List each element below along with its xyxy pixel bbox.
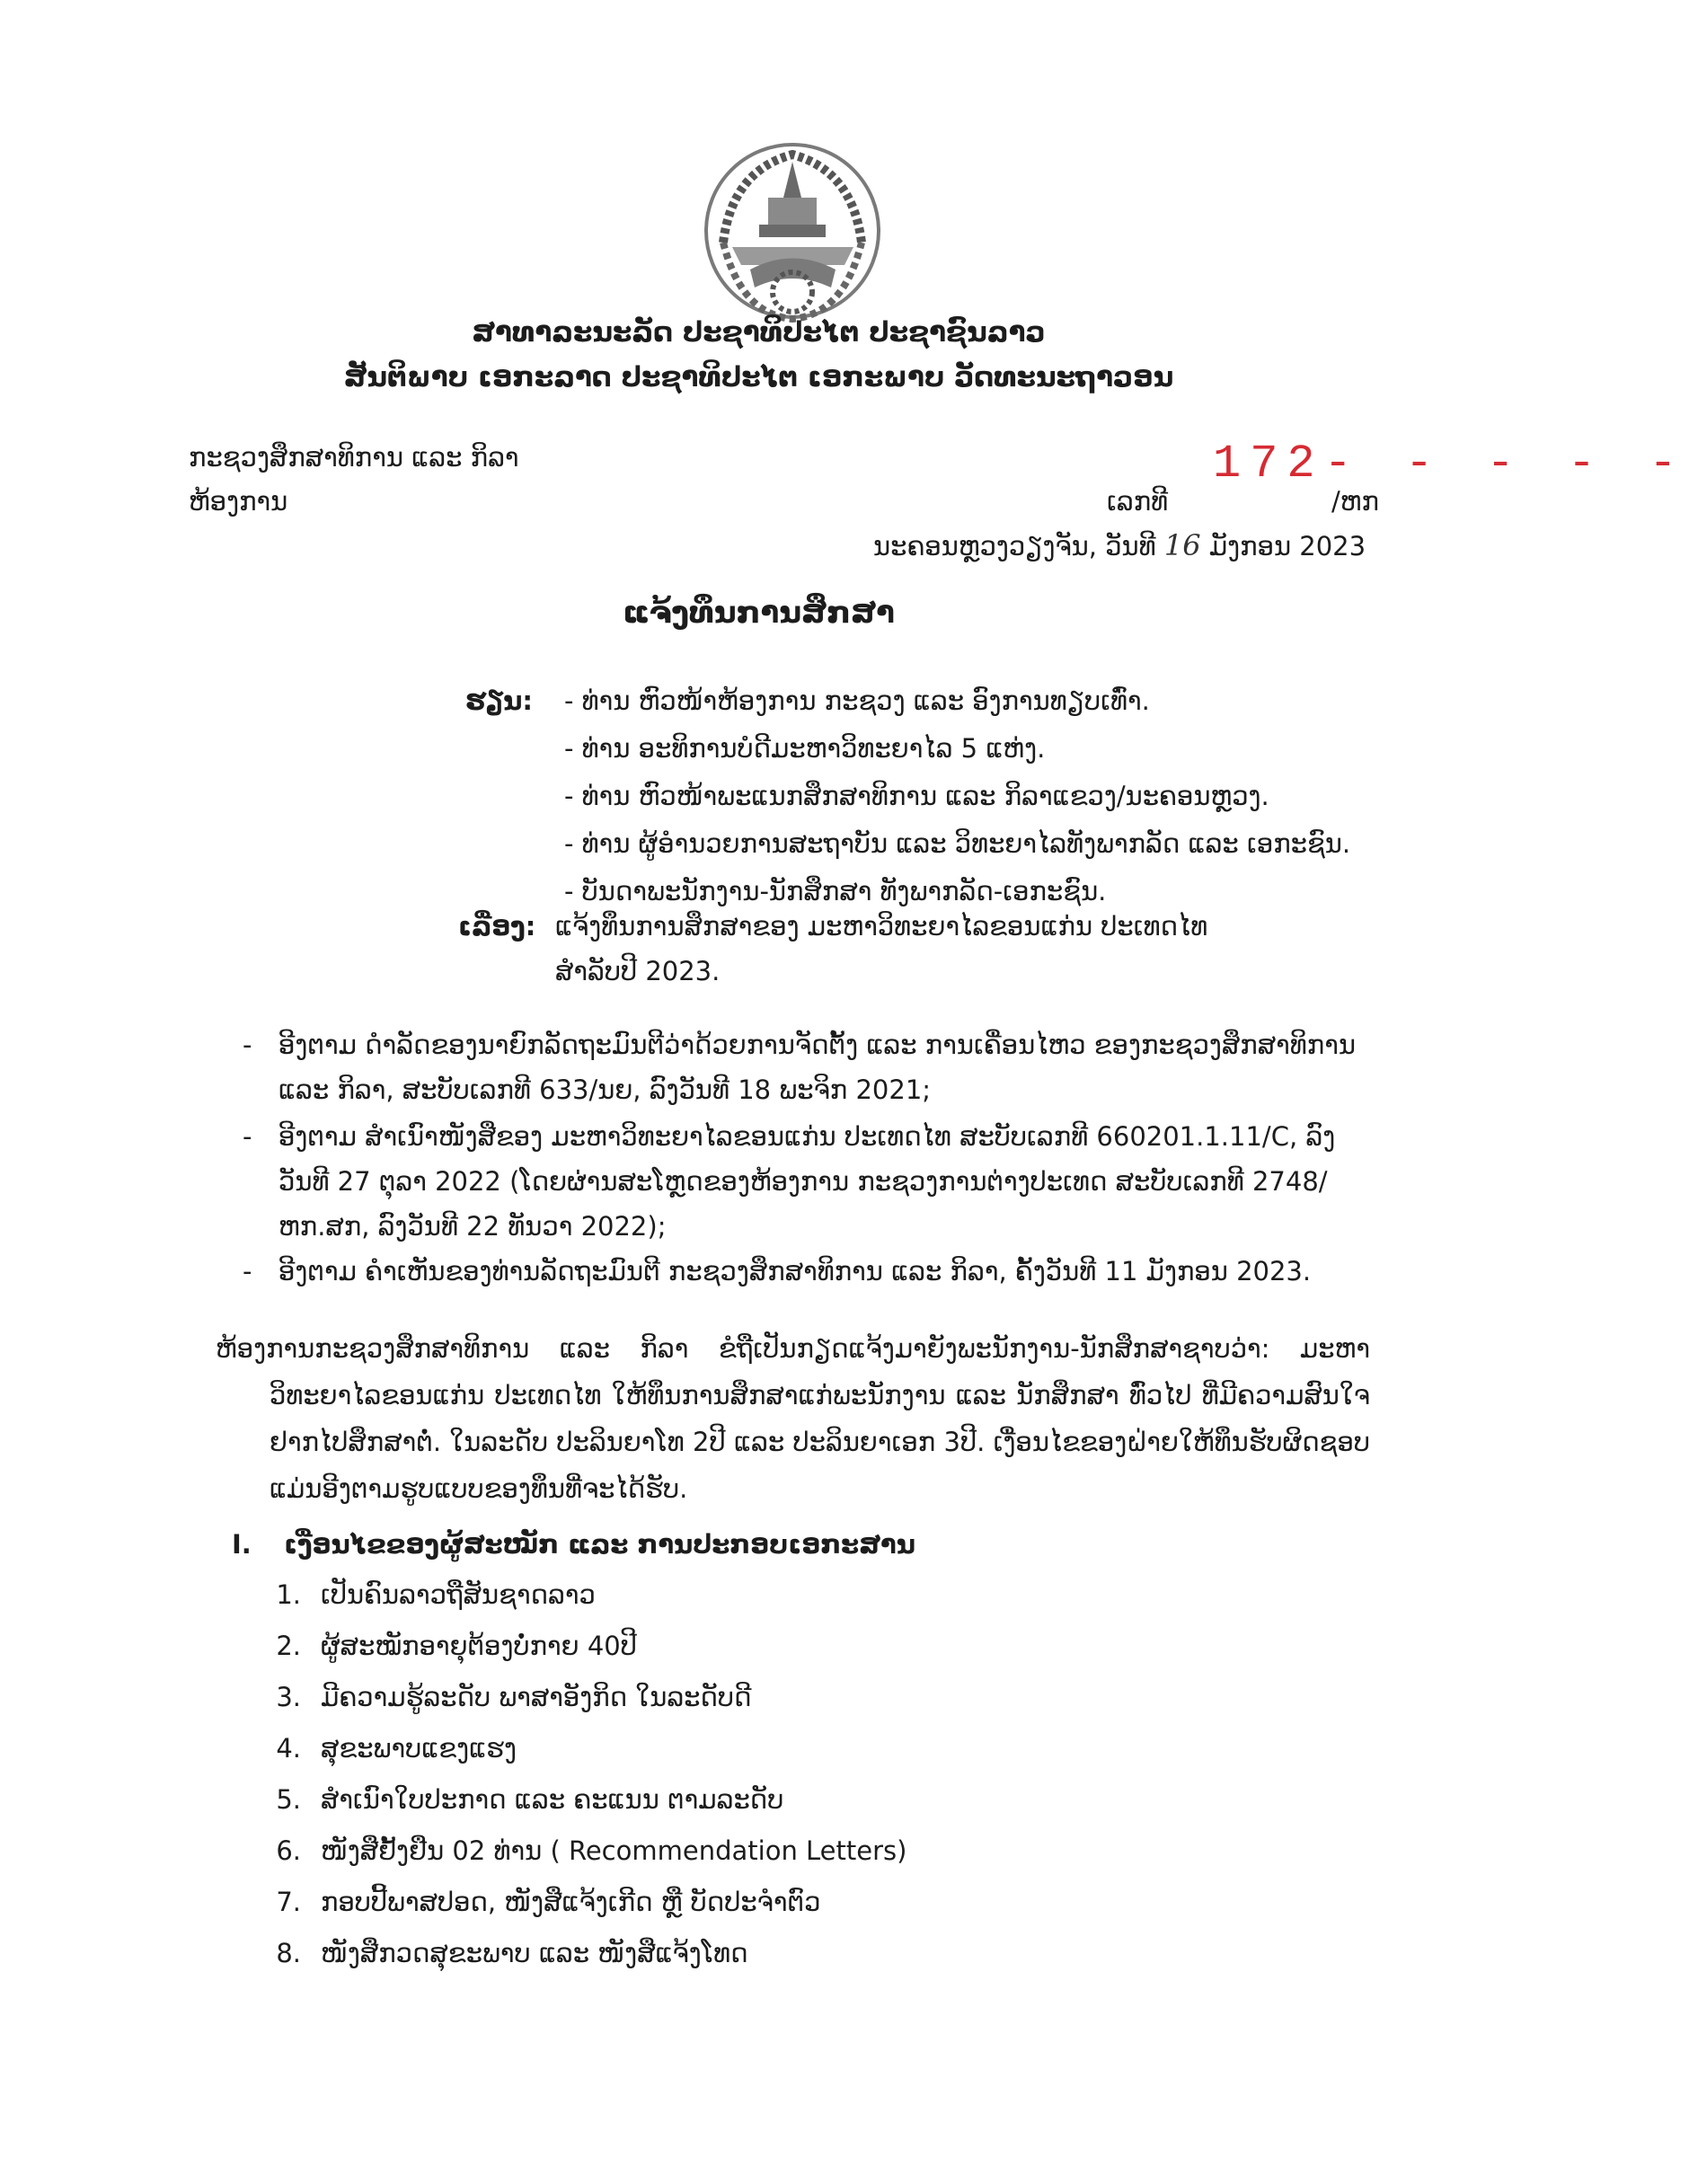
section-number: I.: [232, 1529, 252, 1560]
doc-number-suffix: /ຫກ: [1331, 486, 1379, 517]
list-item: 5. ສຳເນົາໃບປະກາດ ແລະ ຄະແນນ ຕາມລະດັບ: [276, 1784, 784, 1815]
doc-number-label: ເລກທີ: [1107, 486, 1169, 517]
recipient-item: - ທ່ານ ອະທິການບໍດີມະຫາວິທະຍາໄລ 5 ແຫ່ງ.: [564, 733, 1046, 764]
section-title: ເງື່ອນໄຂຂອງຜູ້ສະໝັກ ແລະ ການປະກອບເອກະສານ: [284, 1529, 915, 1560]
date-prefix: ນະຄອນຫຼວງວຽງຈັນ, ວັນທີ: [873, 531, 1156, 561]
subject-line-1: ແຈ້ງທຶນການສຶກສາຂອງ ມະຫາວິທະຍາໄລຂອນແກ່ນ ປະເທດໄທ: [555, 911, 1208, 942]
list-item: 1. ເປັນຄົນລາວຖືສັນຊາດລາວ: [276, 1579, 596, 1610]
office-name: ຫ້ອງການ: [189, 486, 288, 517]
date-day: 16: [1163, 528, 1201, 562]
list-item: 2. ຜູ້ສະໝັກອາຍຸຕ້ອງບໍ່ກາຍ 40ປີ: [276, 1631, 637, 1661]
header-line-2: ສັນຕິພາບ ເອກະລາດ ປະຊາທິປະໄຕ ເອກະພາບ ວັດທະນະຖາວອນ: [343, 361, 1174, 393]
document-title: ແຈ້ງທຶນການສຶກສາ: [623, 595, 895, 631]
date-line: [873, 528, 1366, 562]
reference-item: - ອີງຕາມ ສຳເນົາໜັງສືຂອງ ມະຫາວິທະຍາໄລຂອນແກ່ນ ປະເທດໄທ ສະບັບເລກທີ 660201.1.11/C, ລົງວັນທີ 27 ຕຸລາ 2022 (ໂດຍຜ່ານສະໂຫຼດຂອງຫ້ອງການ ກະຊວງການຕ່າງປະເທດ ສະບັບເລກທີ 2748/ຫກ.ສກ, ລົງວັນທີ 22 ທັນວາ 2022);: [243, 1121, 1336, 1242]
reference-item: - ອີງຕາມ ຄຳເຫັນຂອງທ່ານລັດຖະມົນຕີ ກະຊວງສຶກສາທິການ ແລະ ກິລາ, ຄັ້ງວັນທີ 11 ມັງກອນ 2023.: [243, 1256, 1312, 1287]
header-line-1: ສາທາລະນະລັດ ປະຊາທິປະໄຕ ປະຊາຊົນລາວ: [472, 316, 1046, 349]
list-item: 8. ໜັງສືກວດສຸຂະພາບ ແລະ ໜັງສືແຈ້ງໂທດ: [276, 1938, 748, 1968]
subject-label: ເລື່ອງ:: [458, 911, 536, 942]
subject-line-2: ສຳລັບປີ 2023.: [555, 956, 721, 986]
list-item: 7. ກອບປີ້ພາສປອດ, ໜັງສືແຈ້ງເກີດ ຫຼື ບັດປະຈຳຕົວ: [276, 1887, 821, 1917]
body-paragraph: ຫ້ອງການກະຊວງສຶກສາທິການ ແລະ ກິລາ ຂໍຖືເປັນກຽດແຈ້ງມາຍັງພະນັກງານ-ນັກສຶກສາຊາບວ່າ: ມະຫາວິທະຍາໄລຂອນແກ່ນ ປະເທດໄທ ໃຫ້ທຶນການສຶກສາແກ່ພະນັກງານ ແລະ ນັກສຶກສາ ທົ່ວໄປ ທີ່ມີຄວາມສົນໃຈຢາກໄປສຶກສາຕໍ່. ໃນລະດັບ ປະລິນຍາໂທ 2ປີ ແລະ ປະລິນຍາເອກ 3ປີ. ເງື່ອນໄຂຂອງຝ່າຍໃຫ້ທຶນຮັບຜິດຊອບແມ່ນອີງຕາມຮູບແບບຂອງທຶນທີ່ຈະໄດ້ຮັບ.: [216, 1333, 1370, 1504]
ministry-name: ກະຊວງສຶກສາທິການ ແລະ ກິລາ: [189, 442, 519, 473]
reference-item: - ອີງຕາມ ດຳລັດຂອງນາຍົກລັດຖະມົນຕີວ່າດ້ວຍການຈັດຕັ້ງ ແລະ ການເຄື່ອນໄຫວ ຂອງກະຊວງສຶກສາທິການ ແລະ ກິລາ, ສະບັບເລກທີ 633/ນຍ, ລົງວັນທີ 18 ພະຈິກ 2021;: [243, 1030, 1356, 1105]
recipients-label: ຮຽນ:: [465, 685, 533, 716]
recipient-item: - ທ່ານ ຜູ້ອຳນວຍການສະຖາບັນ ແລະ ວິທະຍາໄລທັງພາກລັດ ແລະ ເອກະຊົນ.: [564, 828, 1351, 859]
list-item: 6. ໜັງສືຢັ້ງຢືນ 02 ທ່ານ ( Recommendation Letters): [276, 1835, 907, 1866]
list-item: 3. ມີຄວາມຮູ້ລະດັບ ພາສາອັງກິດ ໃນລະດັບດີ: [276, 1682, 752, 1712]
doc-number-handwritten: 172- - - - -: [1213, 438, 1689, 491]
section-heading: [232, 1529, 915, 1560]
recipient-item: - ບັນດາພະນັກງານ-ນັກສຶກສາ ທັງພາກລັດ-ເອກະຊົນ.: [564, 876, 1107, 906]
recipient-item: - ທ່ານ ຫົວໜ້າຫ້ອງການ ກະຊວງ ແລະ ອົງການທຽບເທົ່າ.: [564, 685, 1150, 716]
recipient-item: - ທ່ານ ຫົວໜ້າພະແນກສຶກສາທິການ ແລະ ກິລາແຂວງ/ນະຄອນຫຼວງ.: [564, 781, 1269, 811]
national-emblem: [696, 135, 889, 328]
date-suffix: ມັງກອນ 2023: [1208, 531, 1366, 561]
list-item: 4. ສຸຂະພາບແຂງແຮງ: [276, 1733, 517, 1764]
